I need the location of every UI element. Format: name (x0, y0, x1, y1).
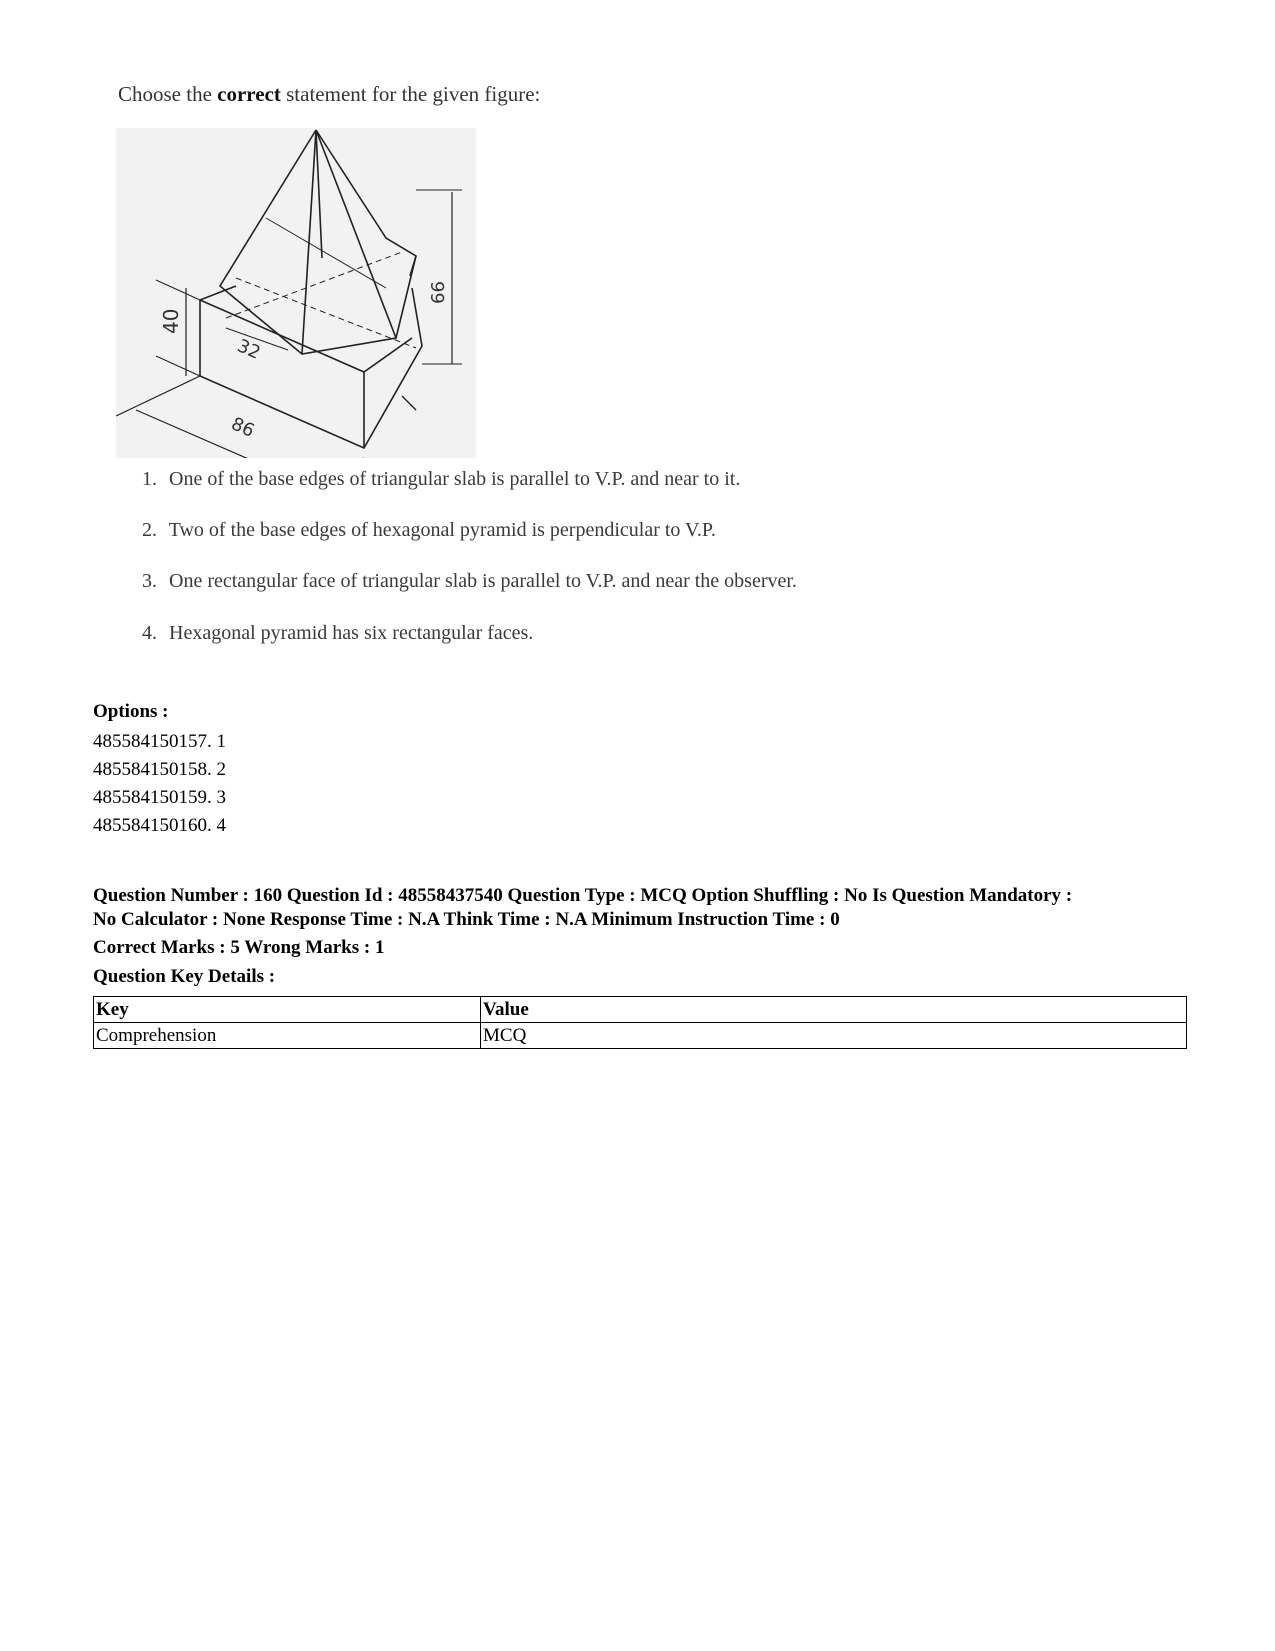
table-row (94, 1023, 1187, 1049)
statement-4: 4. Hexagonal pyramid has six rectangular faces. (142, 622, 534, 644)
marks-info: Correct Marks : 5 Wrong Marks : 1 (93, 937, 385, 958)
isometric-figure (116, 128, 476, 458)
table-cell-key: Comprehension (94, 1023, 481, 1049)
option-item: 485584150160. 4 (93, 815, 226, 836)
dim-label-86: 86 (227, 413, 258, 442)
dim-label-40: 40 (159, 308, 183, 334)
statement-3: 3. One rectangular face of triangular slab is parallel to V.P. and near the observer. (142, 570, 797, 592)
table-header-row (94, 997, 1187, 1023)
option-item: 485584150157. 1 (93, 731, 226, 752)
statement-2: 2. Two of the base edges of hexagonal pyramid is perpendicular to V.P. (142, 519, 716, 541)
question-metadata (93, 884, 1193, 932)
option-item: 485584150159. 3 (93, 787, 226, 808)
table-header-value: Value (481, 997, 1187, 1023)
key-details-label: Question Key Details : (93, 966, 276, 987)
options-list (93, 728, 226, 840)
metadata-line-1: Question Number : 160 Question Id : 48558437540 Question Type : MCQ Option Shuffling : No Is Question Mandatory : (93, 885, 1073, 906)
options-label: Options : (93, 701, 169, 722)
question-scan (112, 70, 902, 680)
metadata-line-2: No Calculator : None Response Time : N.A Think Time : N.A Minimum Instruction Time : 0 (93, 909, 840, 930)
pyramid-on-slab-drawing (116, 128, 476, 458)
table-header-key: Key (94, 997, 481, 1023)
dim-label-66: 66 (428, 281, 449, 304)
option-item: 485584150158. 2 (93, 759, 226, 780)
table-cell-value: MCQ (481, 1023, 1187, 1049)
question-key-table (93, 996, 1187, 1049)
statement-1: 1. One of the base edges of triangular slab is parallel to V.P. and near to it. (142, 468, 741, 490)
question-prompt: Choose the correct statement for the given figure: (118, 82, 541, 106)
dim-label-32: 32 (233, 335, 264, 364)
